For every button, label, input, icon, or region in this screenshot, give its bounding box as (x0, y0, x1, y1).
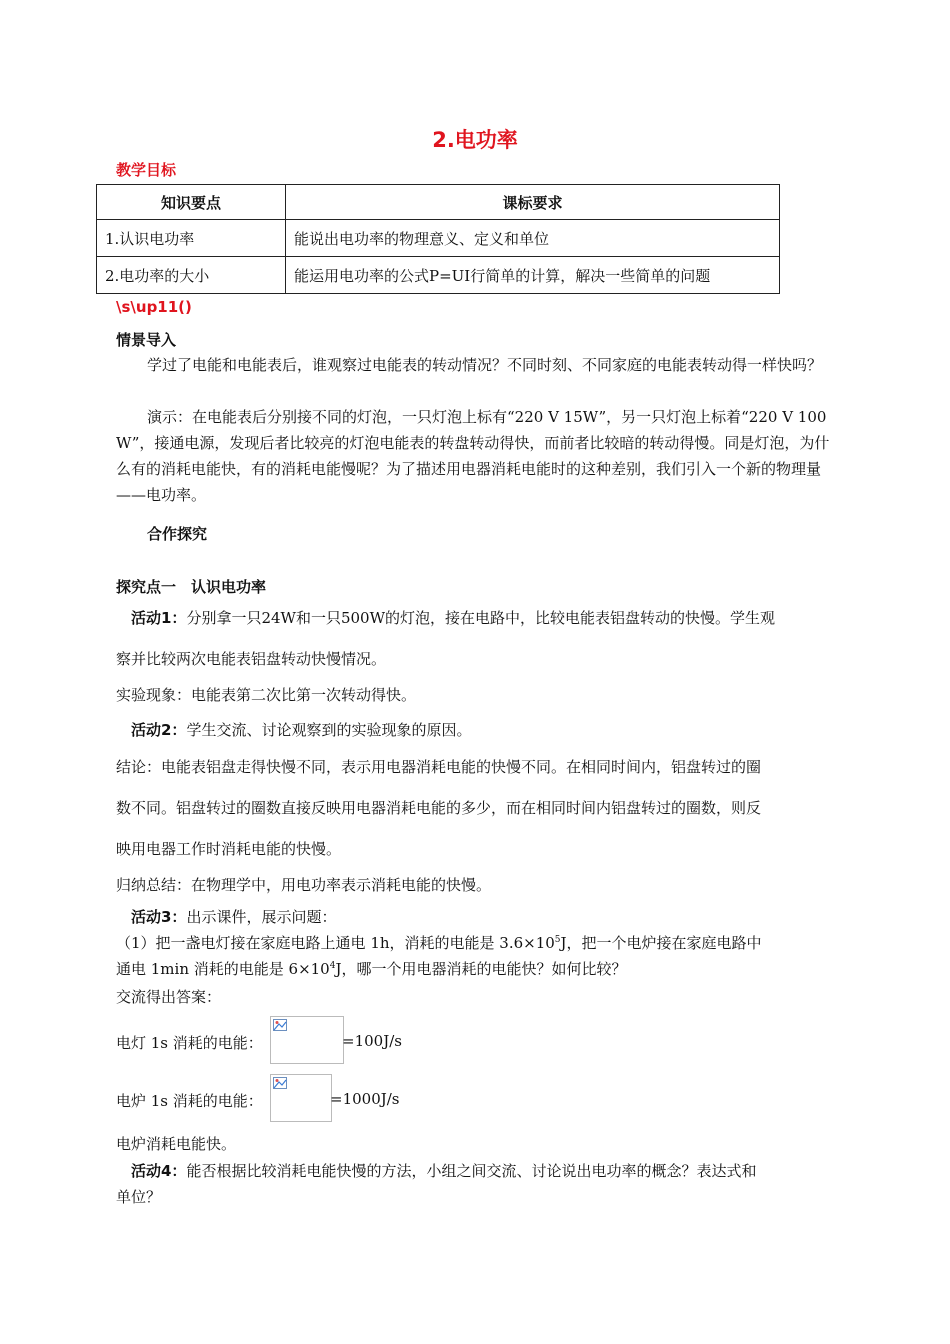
table-cell: 1.认识电功率 (97, 220, 286, 257)
lamp-result: =100J/s (342, 1032, 402, 1050)
goals-table (96, 184, 780, 294)
activity1-text-cont: 察并比较两次电能表铝盘转动快慢情况。 (116, 650, 387, 668)
point1-heading: 探究点一 认识电功率 (116, 578, 267, 596)
stove-fast-text: 电炉消耗电能快。 (116, 1135, 237, 1153)
intro-paragraph-1: 学过了电能和电能表后，谁观察过电能表的转动情况？不同时刻、不同家庭的电能表转动得一样快吗？ (147, 356, 823, 374)
stove-formula-image (270, 1074, 332, 1122)
table-cell: 能说出电功率的物理意义、定义和单位 (286, 220, 780, 257)
question1-line-2 (116, 958, 626, 979)
activity4-label: 活动4： (131, 1162, 187, 1180)
broken-image-icon (273, 1019, 287, 1031)
stove-label: 电炉 1s 消耗的电能： (116, 1092, 263, 1110)
broken-image-icon (273, 1077, 287, 1089)
question1-text-2: 通电 1min 消耗的电能是 6×10 (116, 960, 330, 978)
question1-line-1 (116, 932, 762, 953)
activity2-label: 活动2： (131, 721, 187, 739)
coop-heading: 合作探究 (147, 525, 208, 543)
activity3-text: 出示课件，展示问题： (186, 908, 337, 926)
lamp-formula-image (270, 1016, 344, 1064)
table-row (97, 220, 780, 257)
table-cell: 能运用电功率的公式P=UI行简单的计算，解决一些简单的问题 (286, 257, 780, 294)
lamp-label: 电灯 1s 消耗的电能： (116, 1034, 263, 1052)
table-header-knowledge: 知识要点 (97, 185, 286, 220)
activity4-line (131, 1160, 756, 1181)
question1-text-2-post: J，哪一个用电器消耗的电能快？如何比较？ (335, 960, 627, 978)
intro-paragraph-2: 演示：在电能表后分别接不同的灯泡，一只灯泡上标有“220 V 15W”，另一只灯泡上标着“220 V 100 W”，接通电源，发现后者比较亮的灯泡电能表的转盘转动得快，而前者比较暗的转动得慢。同是灯泡，为什么有的消耗电能快，有的消耗电能慢呢？为了描述用电器消耗电能时的这种差别，我们引入一个新的物理量——电功率。 (116, 408, 830, 504)
activity3-label: 活动3： (131, 908, 187, 926)
exponent: 4 (329, 961, 336, 971)
question1-text: （1）把一盏电灯接在家庭电路上通电 1h，消耗的电能是 3.6×10 (116, 934, 555, 952)
activity2-line (131, 719, 471, 740)
page-title: 2.电功率 (432, 128, 518, 152)
goals-heading: 教学目标 (116, 161, 177, 179)
table-header-requirement: 课标要求 (286, 185, 780, 220)
field-code: \s\up11() (116, 298, 192, 316)
exponent: 5 (554, 935, 561, 945)
activity1-line (131, 607, 775, 628)
table-row (97, 257, 780, 294)
conclusion-line-2: 数不同。铝盘转过的圈数直接反映用电器消耗电能的多少，而在相同时间内铝盘转过的圈数，则反 (116, 799, 762, 817)
stove-result: =1000J/s (330, 1090, 400, 1108)
activity4-text: 能否根据比较消耗电能快慢的方法，小组之间交流、讨论说出电功率的概念？表达式和 (186, 1162, 757, 1180)
activity2-text: 学生交流、讨论观察到的实验现象的原因。 (186, 721, 472, 739)
activity1-text: 分别拿一只24W和一只500W的灯泡，接在电路中，比较电能表铝盘转动的快慢。学生观 (186, 609, 775, 627)
table-cell: 2.电功率的大小 (97, 257, 286, 294)
answer-intro: 交流得出答案： (116, 988, 222, 1006)
activity4-text-cont: 单位？ (116, 1188, 162, 1206)
summary-text: 归纳总结：在物理学中，用电功率表示消耗电能的快慢。 (116, 876, 492, 894)
phenomenon-text: 实验现象：电能表第二次比第一次转动得快。 (116, 686, 417, 704)
conclusion-line-1: 结论：电能表铝盘走得快慢不同，表示用电器消耗电能的快慢不同。在相同时间内，铝盘转过的圈 (116, 758, 762, 776)
intro-heading: 情景导入 (116, 331, 177, 349)
question1-text-post: J，把一个电炉接在家庭电路中 (560, 934, 762, 952)
conclusion-line-3: 映用电器工作时消耗电能的快慢。 (116, 840, 342, 858)
activity3-line (131, 906, 336, 927)
table-header-row (97, 185, 780, 220)
activity1-label: 活动1： (131, 609, 187, 627)
